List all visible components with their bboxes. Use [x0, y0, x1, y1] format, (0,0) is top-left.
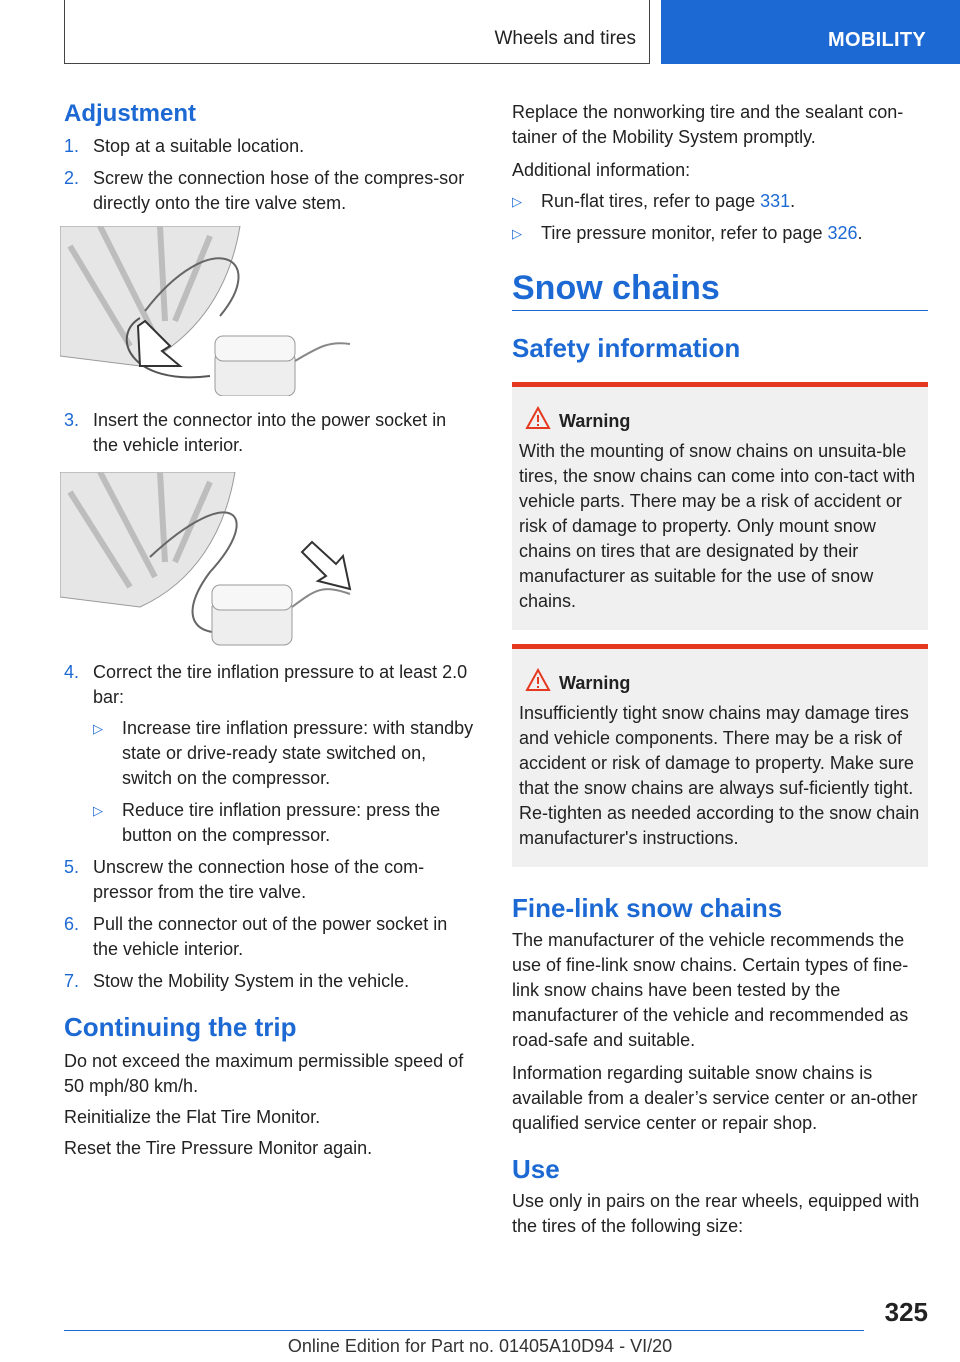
- continuing-tpm-text: Reset the Tire Pressure Monitor again.: [64, 1138, 373, 1158]
- fine-link-heading: Fine-link snow chains: [512, 893, 783, 923]
- warning-text: With the mounting of snow chains on unsuita-ble tires, the snow chains can come into con-tact with vehicle parts. There may be a risk of accident or risk of damage to property. Only mount snow chains on tires that are designated by their manufacturer as suitable for the use of snow chains.: [519, 441, 916, 611]
- page-header: [0, 0, 960, 66]
- step4-bullets: [93, 716, 476, 848]
- warning-title: Warning: [519, 409, 921, 433]
- page-number: 325: [884, 1297, 928, 1327]
- chapter-title: MOBILITY: [828, 29, 926, 51]
- adjustment-heading: Adjustment: [64, 100, 196, 127]
- replace-tire-text: Replace the nonworking tire and the sealant con-tainer of the Mobility System promptly.: [512, 102, 904, 147]
- compressor-connection-illustration: [60, 226, 360, 396]
- triangle-bullet-icon: ▷: [93, 803, 103, 818]
- footer-divider: [64, 1330, 864, 1331]
- use-text: Use only in pairs on the rear wheels, equipped with the tires of the following size:: [512, 1191, 920, 1236]
- edition-text: Online Edition for Part no. 01405A10D94 - VI/20: [287, 1336, 673, 1356]
- fine-link-text-1: The manufacturer of the vehicle recommends the use of fine-link snow chains. Certain types of fine-link snow chains have been tested by the manufacturer of the vehicle and recommended as road-safe and suitable.: [512, 930, 909, 1050]
- step-item: 4. Correct the tire inflation pressure to at least 2.0 bar: ▷ Increase tire inflation pressure: with standby state or drive-ready state switched on, switch on the compressor. ▷ Reduce tire inflation pressure: press the button on the compressor.: [64, 660, 476, 848]
- continuing-flat-tire-text: Reinitialize the Flat Tire Monitor.: [64, 1107, 321, 1127]
- left-column: [64, 100, 476, 1161]
- page-link-331[interactable]: 331: [760, 191, 791, 211]
- warning-box-2: [512, 644, 928, 867]
- bullet-item: ▷ Run-flat tires, refer to page 331.: [512, 189, 928, 214]
- steps-list-4: [64, 660, 476, 994]
- step-item: 7. Stow the Mobility System in the vehicle.: [64, 971, 410, 991]
- step-item: 5. Unscrew the connection hose of the com-pressor from the tire valve.: [64, 857, 425, 902]
- snow-chains-title-text: Snow chains: [512, 269, 720, 307]
- right-column: [512, 100, 928, 1239]
- fine-link-text-2: Information regarding suitable snow chains is available from a dealer’s service center or an-other qualified service center or repair shop.: [512, 1063, 918, 1133]
- bullet-item: ▷ Tire pressure monitor, refer to page 326.: [512, 221, 928, 246]
- safety-heading: Safety information: [512, 333, 741, 363]
- step-item: 1. Stop at a suitable location.: [64, 136, 305, 156]
- triangle-bullet-icon: ▷: [512, 226, 522, 241]
- section-title: Wheels and tires: [494, 28, 636, 49]
- warning-triangle-icon: [525, 668, 551, 698]
- triangle-bullet-icon: ▷: [93, 721, 103, 736]
- snow-chains-title: [512, 268, 928, 311]
- step-item: 2. Screw the connection hose of the compres-sor directly onto the tire valve stem.: [64, 168, 465, 213]
- steps-list-3: [64, 408, 476, 458]
- continuing-heading: Continuing the trip: [64, 1012, 297, 1042]
- step-item: 3. Insert the connector into the power socket in the vehicle interior.: [64, 410, 447, 455]
- steps-list-a: [64, 134, 476, 216]
- warning-title: Warning: [519, 671, 921, 695]
- additional-info-list: [512, 189, 928, 246]
- bullet-item: ▷ Increase tire inflation pressure: with standby state or drive-ready state switched on, switch on the compressor.: [93, 718, 474, 788]
- step-item: 6. Pull the connector out of the power socket in the vehicle interior.: [64, 914, 448, 959]
- use-heading: Use: [512, 1154, 560, 1184]
- power-socket-illustration: [60, 472, 360, 642]
- page-link-326[interactable]: 326: [827, 223, 858, 243]
- warning-box-1: [512, 382, 928, 630]
- warning-triangle-icon: [525, 406, 551, 436]
- triangle-bullet-icon: ▷: [512, 194, 522, 209]
- additional-info-label: Additional information:: [512, 160, 691, 180]
- warning-text: Insufficiently tight snow chains may damage tires and vehicle components. There may be a risk of accident or risk of damage to property. Make sure that the snow chains are always suf-ficiently tight. Re-tighten as needed according to the snow chain manufacturer's instructions.: [519, 703, 920, 848]
- continuing-speed-text: Do not exceed the maximum permissible speed of 50 mph/80 km/h.: [64, 1051, 464, 1096]
- chapter-tab: [661, 0, 960, 64]
- bullet-item: ▷ Reduce tire inflation pressure: press the button on the compressor.: [93, 800, 441, 845]
